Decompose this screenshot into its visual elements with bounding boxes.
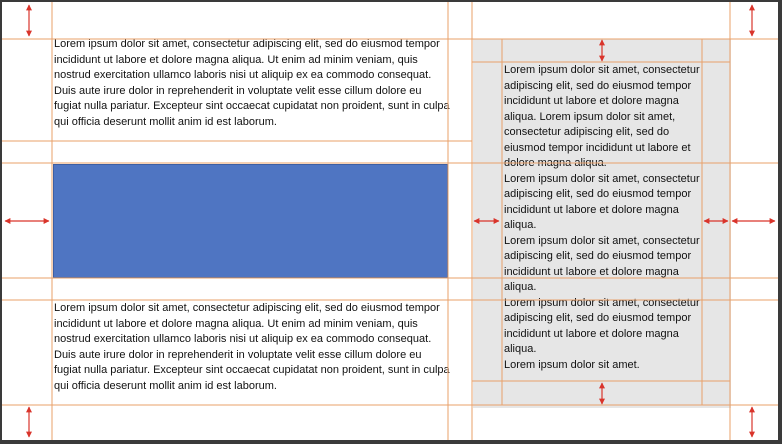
- bottom-paragraph: Lorem ipsum dolor sit amet, consectetur adipiscing elit, sed do eiusmod tempor incididunt ut labore et dolore magna aliqua. Ut enim ad minim veniam, quis nostrud exercitation ullamco laboris nisi ut aliquip ex ea commodo consequat. Duis aute irure dolor in reprehenderit in voluptate velit esse cillum dolore eu fugiat nulla pariatur. Excepteur sint occaecat cupidatat non proident, sunt in culpa qui officia deserunt mollit anim id est laborum.: [54, 302, 450, 392]
- content-block: [53, 164, 448, 278]
- sidebar-paragraph: Lorem ipsum dolor sit amet.: [504, 358, 640, 371]
- layout-canvas: [2, 2, 778, 440]
- sidebar-paragraph: Lorem ipsum dolor sit amet, consectetur adipiscing elit, sed do eiusmod tempor incididunt ut labore et dolore magna aliqua.: [504, 296, 700, 355]
- sidebar-paragraph: Lorem ipsum dolor sit amet, consectetur adipiscing elit, sed do eiusmod tempor incididunt ut labore et dolore magna aliqua. Lorem ipsum dolor sit amet, consectetur adipiscing elit, sed do eiusmod tempor incididunt ut labore et dolore magna aliqua.: [504, 64, 700, 169]
- sidebar-paragraph: Lorem ipsum dolor sit amet, consectetur adipiscing elit, sed do eiusmod tempor incididunt ut labore et dolore magna aliqua.: [504, 234, 700, 293]
- sidebar-paragraph: Lorem ipsum dolor sit amet, consectetur adipiscing elit, sed do eiusmod tempor incididunt ut labore et dolore magna aliqua.: [504, 172, 700, 231]
- sidebar-text: [504, 63, 704, 373]
- top-paragraph: Lorem ipsum dolor sit amet, consectetur adipiscing elit, sed do eiusmod tempor incididunt ut labore et dolore magna aliqua. Ut enim ad minim veniam, quis nostrud exercitation ullamco laboris nisi ut aliquip ex ea commodo consequat. Duis aute irure dolor in reprehenderit in voluptate velit esse cillum dolore eu fugiat nulla pariatur. Excepteur sint occaecat cupidatat non proident, sunt in culpa qui officia deserunt mollit anim id est laborum.: [54, 38, 450, 128]
